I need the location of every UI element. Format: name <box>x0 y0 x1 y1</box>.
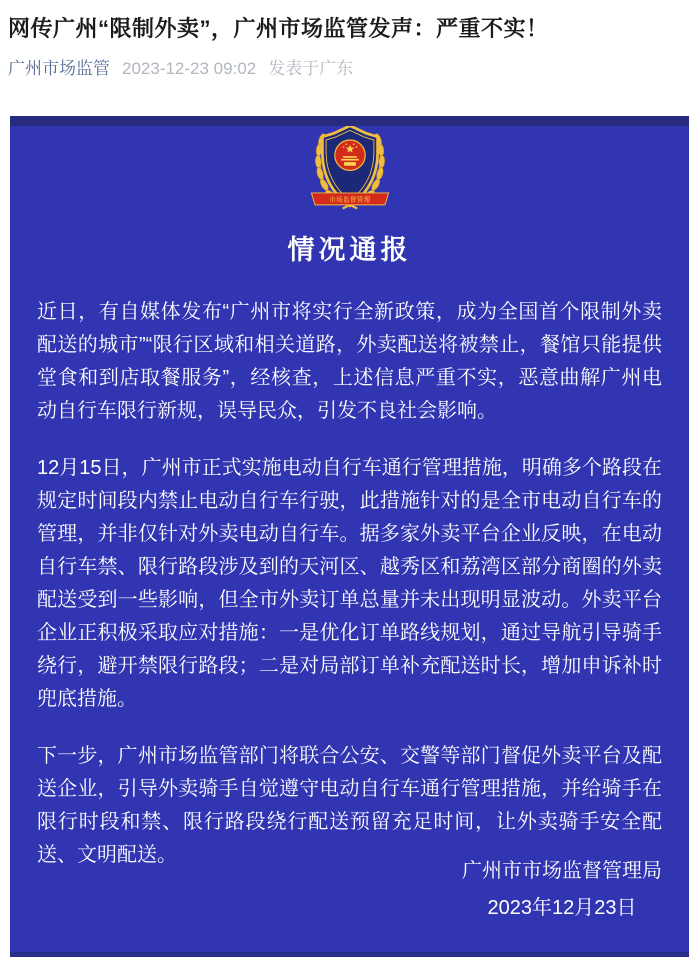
market-supervision-badge-icon <box>304 123 396 215</box>
notice-paragraph: 下一步，广州市场监管部门将联合公安、交警等部门督促外卖平台及配送企业，引导外卖骑手自觉遵守电动自行车通行管理措施，并给骑手在限行时段和禁、限行路段绕行配送预留充足时间，让外卖骑手安全配送、文明配送。 <box>37 745 662 866</box>
notice-body <box>37 296 662 872</box>
notice-image[interactable] <box>10 116 689 957</box>
byline <box>8 58 691 80</box>
article-page <box>0 12 699 974</box>
publish-timestamp: 2023-12-23 09:02 <box>122 59 257 78</box>
signature-block <box>462 853 662 927</box>
article-title: 网传广州“限制外卖”，广州市场监管发声：严重不实！ <box>8 16 549 41</box>
badge-banner-text: 市场监督管理 <box>328 196 371 204</box>
notice-heading: 情况通报 <box>287 235 412 265</box>
notice-paragraph: 12月15日，广州市正式实施电动自行车通行管理措施，明确多个路段在规定时间段内禁止电动自行车行驶，此措施针对的是全市电动自行车的管理，并非仅针对外卖电动自行车。据多家外卖平台企业反映，在电动自行车禁、限行路段涉及到的天河区、越秀区和荔湾区部分商圈的外卖配送受到一些影响，但全市外卖订单总量并未出现明显波动。外卖平台企业正积极采取应对措施：一是优化订单路线规划，通过导航引导骑手绕行，避开禁限行路段；二是对局部订单补充配送时长，增加申诉补时兜底措施。 <box>37 457 662 710</box>
card-bottom-edge <box>10 952 689 957</box>
card-top-edge <box>10 116 689 126</box>
notice-paragraph: 近日，有自媒体发布“广州市将实行全新政策，成为全国首个限制外卖配送的城市”“限行区域和相关道路，外卖配送将被禁止，餐馆只能提供堂食和到店取餐服务”，经核查，上述信息严重不实，恶意曲解广州电动自行车限行新规，误导民众，引发不良社会影响。 <box>37 301 662 422</box>
signature-org: 广州市市场监督管理局 <box>462 860 662 882</box>
signature-date: 2023年12月23日 <box>487 897 637 919</box>
source-account-link[interactable]: 广州市场监管 <box>8 59 110 78</box>
publish-location: 发表于广东 <box>268 59 354 78</box>
